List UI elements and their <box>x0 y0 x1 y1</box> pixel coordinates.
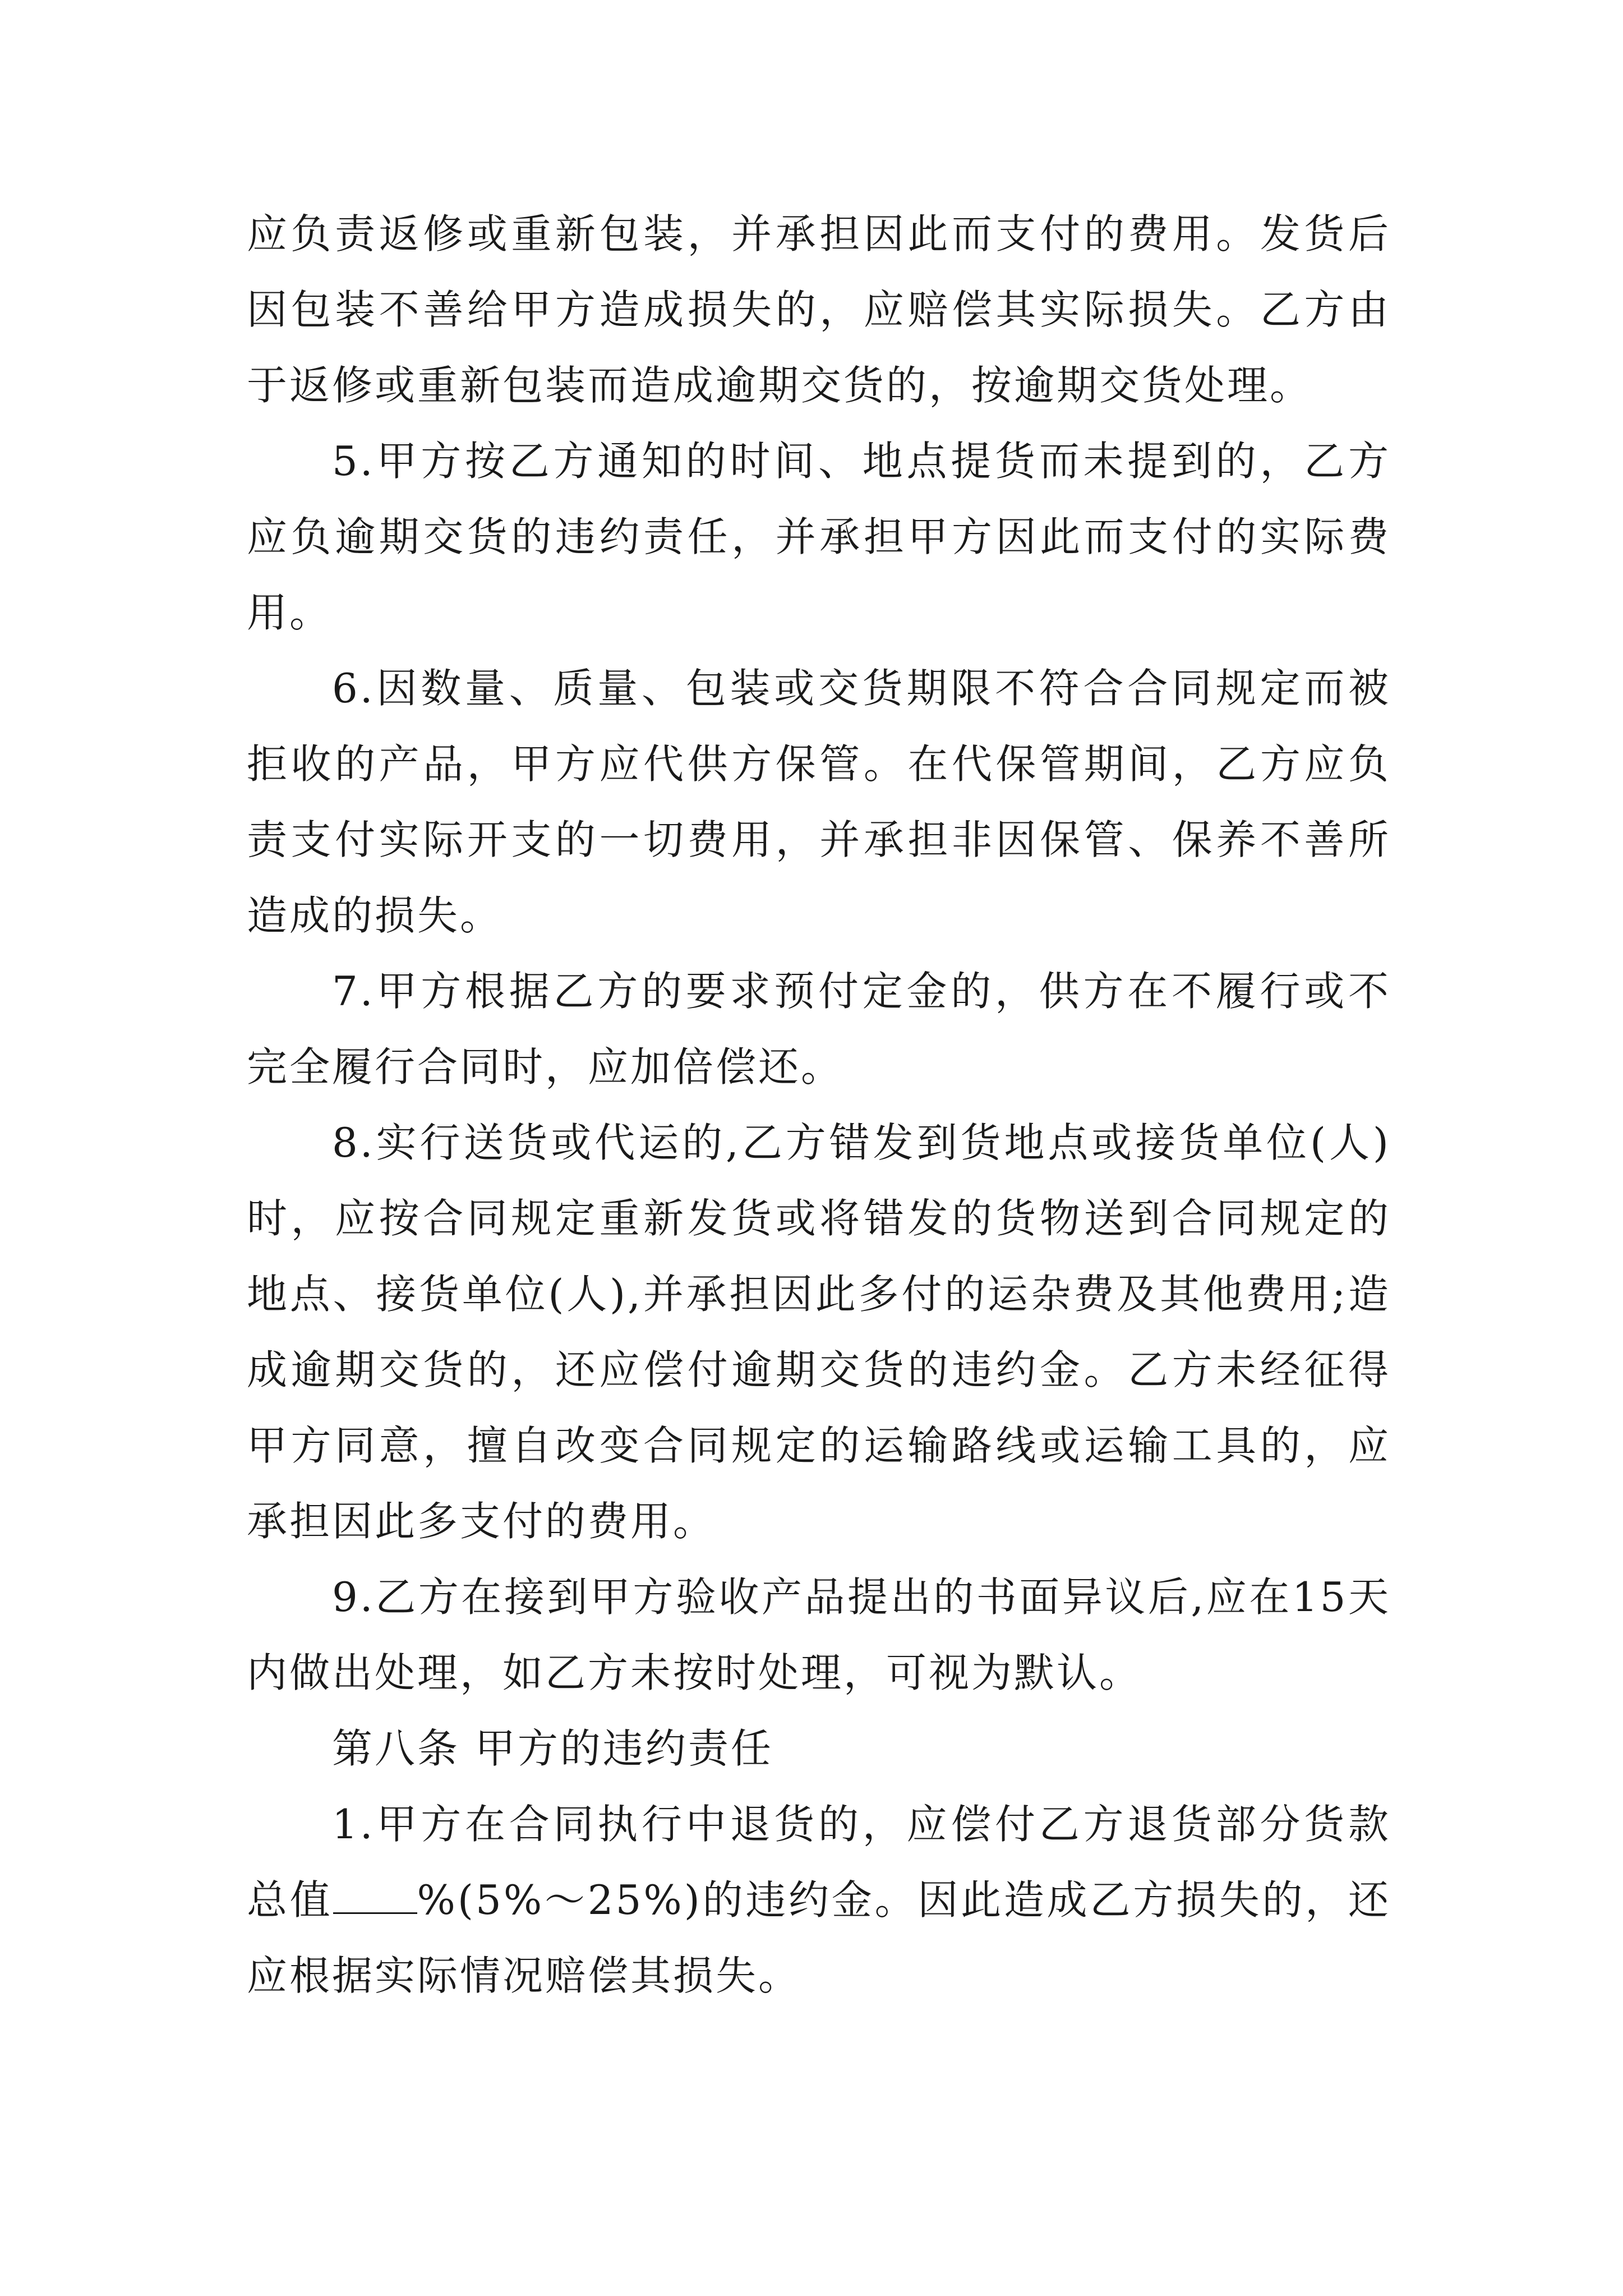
paragraph-item-6: 6.因数量、质量、包装或交货期限不符合合同规定而被拒收的产品，甲方应代供方保管。在代保管期间，乙方应负责支付实际开支的一切费用，并承担非因保管、保养不善所造成的损失。 <box>247 665 1391 939</box>
section-heading-article-8: 第八条 甲方的违约责任 <box>332 1725 773 1772</box>
paragraph-continuation: 应负责返修或重新包装，并承担因此而支付的费用。发货后因包装不善给甲方造成损失的，应赔偿其实际损失。乙方由于返修或重新包装而造成逾期交货的，按逾期交货处理。 <box>247 210 1391 409</box>
paragraph-article-8-item-1 <box>247 1787 1391 2014</box>
document-body <box>247 196 1391 2014</box>
paragraph-item-7: 7.甲方根据乙方的要求预付定金的，供方在不履行或不完全履行合同时，应加倍偿还。 <box>247 968 1391 1091</box>
fill-in-blank <box>333 1879 417 1914</box>
paragraph-item-5: 5.甲方按乙方通知的时间、地点提货而未提到的，乙方应负逾期交货的违约责任，并承担甲方因此而支付的实际费用。 <box>247 438 1391 636</box>
paragraph-item-8: 8.实行送货或代运的,乙方错发到货地点或接货单位(人)时，应按合同规定重新发货或将错发的货物送到合同规定的地点、接货单位(人),并承担因此多付的运杂费及其他费用;造成逾期交货的，还应偿付逾期交货的违约金。乙方未经征得甲方同意，擅自改变合同规定的运输路线或运输工具的，应承担因此多支付的费用。 <box>247 1119 1391 1545</box>
paragraph-text-after-blank: %(5%～25%)的违约金。因此造成乙方损失的，还应根据实际情况赔偿其损失。 <box>247 1876 1391 1999</box>
paragraph-text-before-blank: 1.甲方在合同执行中退货的，应偿付乙方退货部分货款总值 <box>247 1801 1391 1924</box>
paragraph-item-9: 9.乙方在接到甲方验收产品提出的书面异议后,应在15天内做出处理，如乙方未按时处理，可视为默认。 <box>247 1573 1391 1696</box>
